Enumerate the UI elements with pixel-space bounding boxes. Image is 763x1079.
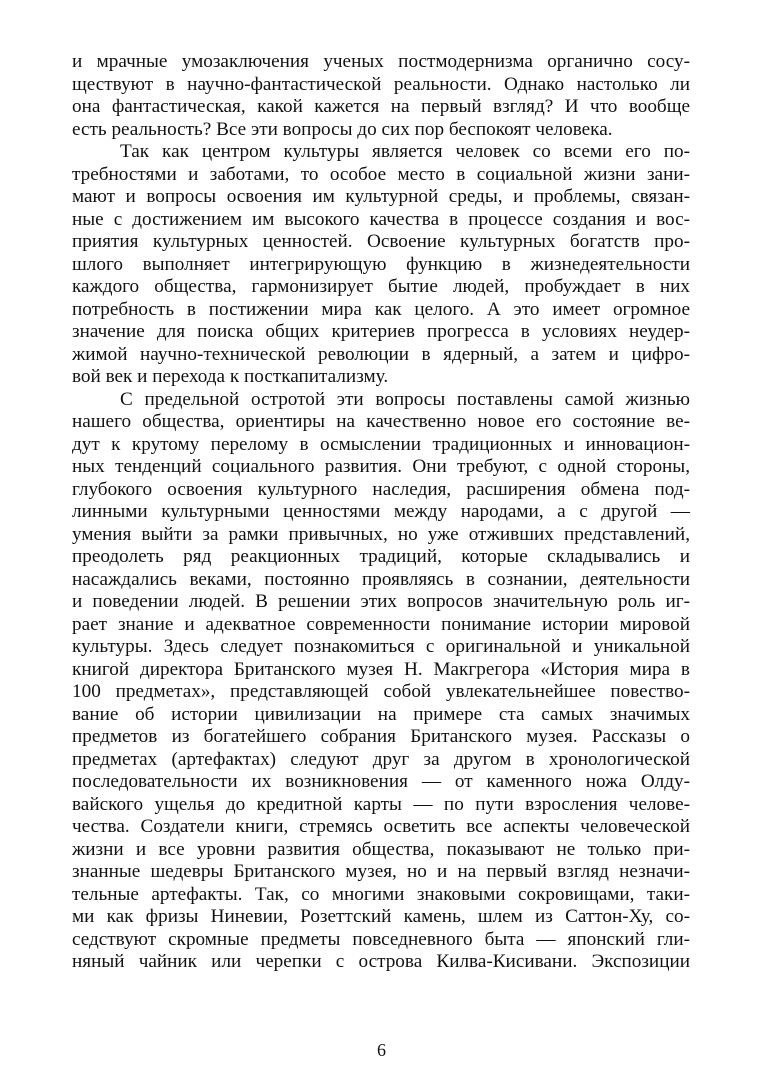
text-line: ных тенденций социального развития. Они требуют, с одной стороны, [72,456,690,477]
text-line: требностями и заботами, то особое место в социальной жизни зани- [72,163,690,185]
text-line: тельные артефакты. Так, со многими знаковыми сокровищами, таки- [72,883,690,905]
text-line: ми как фризы Ниневии, Розеттский камень, шлем из Саттон-Ху, со- [72,906,690,927]
text-line: ные с достижением им высокого качества в процессе создания и вос- [72,208,690,230]
text-line: 100 предметах», представляющей собой увлекательнейшее повество- [72,681,690,702]
paragraph [72,141,690,389]
text-line: предметов из богатейшего собрания Британского музея. Рассказы о [72,726,690,747]
text-line: глубокого освоения культурного наследия, расширения обмена под- [72,478,690,500]
text-line: и поведении людей. В решении этих вопросов значительную роль иг- [72,591,690,612]
text-line: книгой директора Британского музея Н. Макгрегора «История мира в [72,658,690,680]
text-line: есть реальность? Все эти вопросы до сих пор беспокоят человека. [72,118,613,140]
text-line: шлого выполняет интегрирующую функцию в жизнедеятельности [72,253,690,275]
text-line: культуры. Здесь следует познакомиться с оригинальной и уникальной [72,636,690,657]
document-body [72,51,690,974]
text-line: вой век и перехода к посткапитализму. [72,366,389,387]
text-line: предметах (артефактах) следуют друг за другом в хронологической [72,748,690,770]
text-line: насаждались веками, постоянно проявляясь в сознании, деятельности [72,568,690,590]
text-line: потребность в постижении мира как целого. А это имеет огромное [72,298,690,320]
text-line: преодолеть ряд реакционных традиций, которые складывались и [72,546,690,567]
text-line: мают и вопросы освоения им культурной среды, и проблемы, связан- [72,186,690,207]
text-line: приятия культурных ценностей. Освоение культурных богатств про- [72,231,690,252]
text-line: вайского ущелья до кредитной карты — по пути взросления челове- [72,793,690,815]
text-line: дут к крутому перелому в осмыслении традиционных и инновацион- [72,433,690,455]
text-line: рает знание и адекватное современности понимание истории мировой [72,613,690,635]
text-line: вание об истории цивилизации на примере ста самых значимых [72,703,690,725]
text-line: она фантастическая, какой кажется на первый взгляд? И что вообще [72,96,690,117]
text-line: Так как центром культуры является человек со всеми его по- [120,141,690,162]
text-line: жизни и все уровни развития общества, показывают не только при- [72,838,690,860]
text-line: умения выйти за рамки привычных, но уже отживших представлений, [72,523,690,545]
paragraph [72,51,690,141]
text-line: чества. Создатели книги, стремясь осветить все аспекты человеческой [72,816,690,837]
text-line: ществуют в научно-фантастической реальности. Однако настолько ли [72,73,690,95]
text-line: линными культурными ценностями между народами, а с другой — [72,501,690,522]
text-line: последовательности их возникновения — от каменного ножа Олду- [72,771,690,792]
text-line: С предельной остротой эти вопросы поставлены самой жизнью [120,388,690,410]
text-line: седствуют скромные предметы повседневного быта — японский гли- [72,928,690,950]
text-line: няный чайник или черепки с острова Килва-Кисивани. Экспозиции [72,951,690,972]
text-line: каждого общества, гармонизирует бытие людей, пробуждает в них [72,276,690,297]
text-line: жимой научно-технической революции в ядерный, а затем и цифро- [72,343,690,365]
text-line: значение для поиска общих критериев прогресса в условиях неудер- [72,321,690,342]
text-line: знанные шедевры Британского музея, но и на первый взгляд незначи- [72,861,690,882]
text-line: нашего общества, ориентиры на качественно новое его состояние ве- [72,411,690,432]
page-number: 6 [377,1040,386,1060]
paragraph [72,389,690,974]
text-line: и мрачные умозаключения ученых постмодернизма органично сосу- [72,51,690,72]
